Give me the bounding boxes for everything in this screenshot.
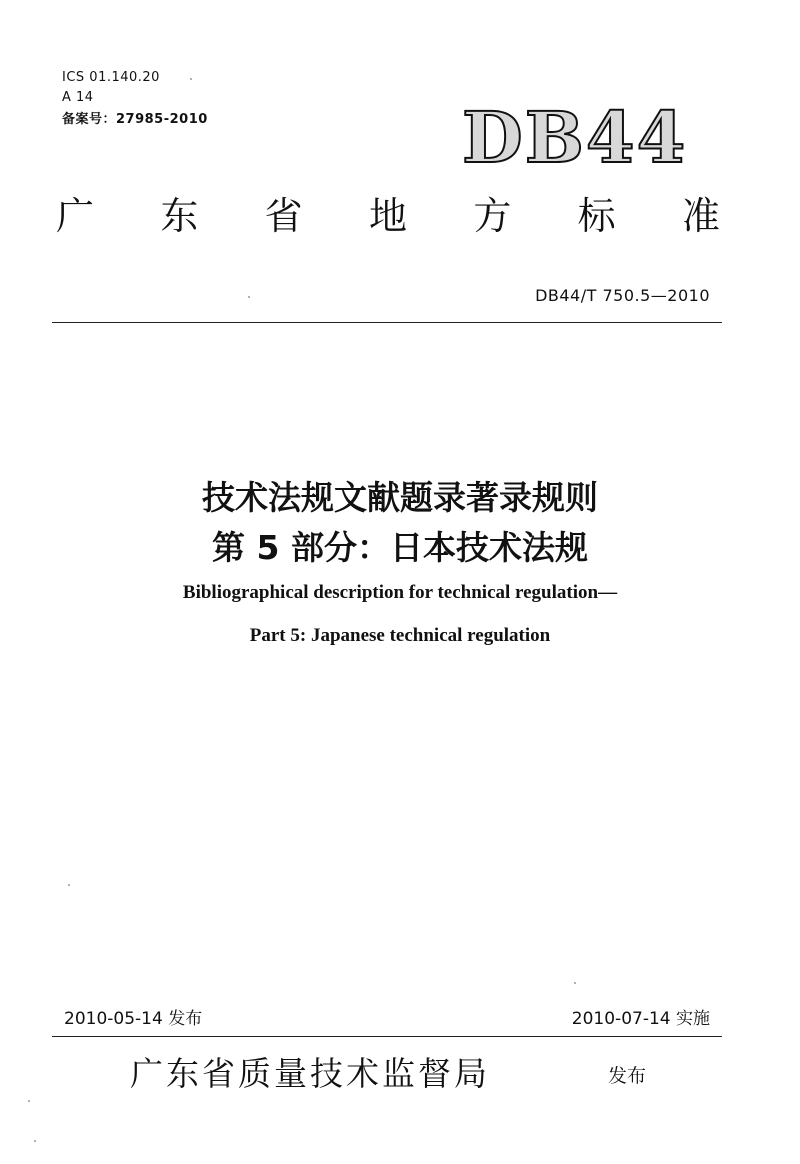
- standard-number: DB44/T 750.5—2010: [535, 286, 710, 305]
- ics-code: ICS 01.140.20: [62, 70, 160, 85]
- bottom-divider: [52, 1036, 722, 1037]
- scan-speck: [248, 296, 250, 298]
- publish-date: 2010-05-14 发布: [64, 1009, 203, 1029]
- scan-speck: [574, 982, 576, 984]
- implement-date: 2010-07-14 实施: [571, 1009, 710, 1029]
- top-divider: [52, 322, 722, 323]
- issuer-tag: 发布: [608, 1065, 647, 1087]
- standard-type-char: 广: [56, 194, 95, 238]
- classification-code: A 14: [62, 90, 94, 105]
- title-en-line1: Bibliographical description for technical regulation—: [182, 582, 618, 603]
- record-number: 备案号：27985-2010: [62, 112, 208, 127]
- title-zh-line2: 第 5 部分：日本技术法规: [212, 528, 588, 567]
- db44-logo: DB44: [462, 96, 688, 179]
- standard-type-heading: [56, 192, 720, 240]
- standard-type-char: 东: [160, 194, 199, 238]
- title-en-line2: Part 5: Japanese technical regulation: [249, 625, 551, 646]
- standard-type-char: 地: [368, 194, 407, 238]
- scan-speck: [190, 78, 192, 80]
- title-zh-line1: 技术法规文献题录著录规则: [202, 478, 598, 517]
- scan-speck: [34, 1140, 36, 1142]
- standard-type-char: 标: [577, 194, 616, 238]
- standard-type-char: 方: [473, 194, 512, 238]
- standard-type-char: 省: [264, 194, 303, 238]
- scan-speck: [28, 1100, 30, 1102]
- standard-type-char: 准: [681, 194, 720, 238]
- scan-speck: [68, 884, 70, 886]
- issuer-name: 广东省质量技术监督局: [130, 1054, 490, 1093]
